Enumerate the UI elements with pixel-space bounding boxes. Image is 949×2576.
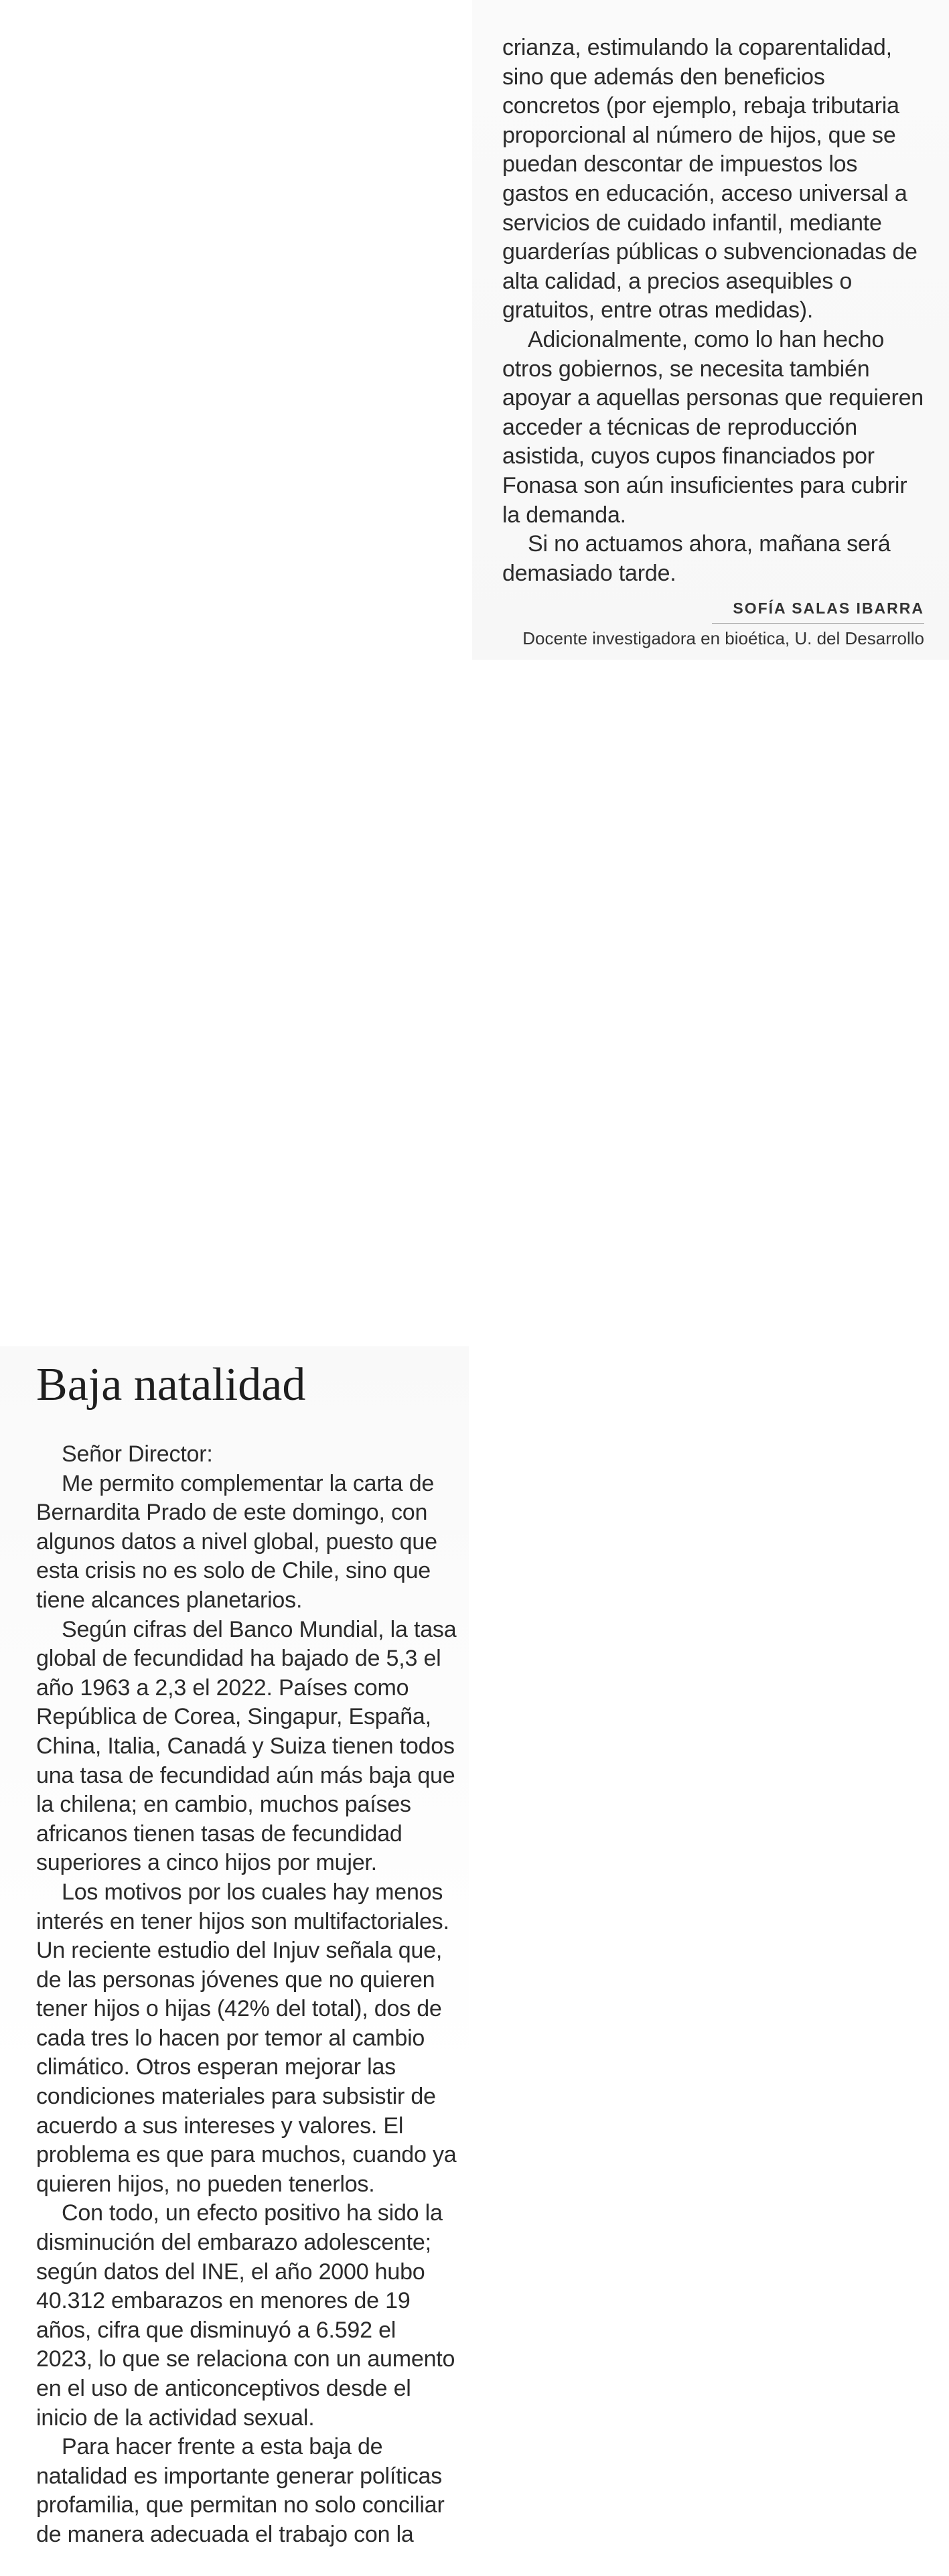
letter-paragraph: Según cifras del Banco Mundial, la tasa global de fecundidad ha bajado de 5,3 el año 1963 a 2,3 el 2022. Países como República de Corea, Singapur, España, China, Italia, Canadá y Suiza tienen todos una tasa de fecundidad aún más baja que la chilena; en cambio, muchos países africanos tienen tasas de fecundidad superiores a cinco hijos por mujer.: [36, 1616, 457, 1876]
continuation-paragraph: Adicionalmente, como lo han hecho otros gobiernos, se necesita también apoyar a aquellas personas que requieren acceder a técnicas de reproducción asistida, cuyos cupos financiados por Fonasa son aún insuficientes para cubrir la demanda.: [502, 326, 924, 528]
author-affiliation: Docente investigadora en bioética, U. del Desarrollo: [522, 628, 924, 648]
letter-paragraph: Me permito complementar la carta de Bernardita Prado de este domingo, con algunos datos a nivel global, puesto que esta crisis no es solo de Chile, sino que tiene alcances planetarios.: [36, 1470, 437, 1613]
continuation-text: [502, 33, 924, 588]
author-signature: SOFÍA SALAS IBARRA: [733, 599, 924, 617]
letter-body: [36, 1440, 458, 2550]
letter-paragraph: Para hacer frente a esta baja de natalidad es importante generar políticas profamilia, que permitan no solo conciliar de manera adecuada el trabajo con la: [36, 2434, 445, 2547]
letter-paragraph: Los motivos por los cuales hay menos interés en tener hijos son multifactoriales. Un reciente estudio del Injuv señala que, de las personas jóvenes que no quieren tener hijos o hijas (42% del total), dos de cada tres lo hacen por temor al cambio climático. Otros esperan mejorar las condiciones materiales para subsistir de acuerdo a sus intereses y valores. El problema es que para muchos, cuando ya quieren hijos, no pueden tenerlos.: [36, 1879, 457, 2197]
continuation-paragraph: Si no actuamos ahora, mañana será demasiado tarde.: [502, 531, 891, 586]
continuation-paragraph: crianza, estimulando la coparentalidad, sino que además den beneficios concretos (por ejemplo, rebaja tributaria proporcional al número de hijos, que se puedan descontar de impuestos los gastos en educación, acceso universal a servicios de cuidado infantil, mediante guarderías públicas o subvencionadas de alta calidad, a precios asequibles o gratuitos, entre otras medidas).: [502, 35, 918, 324]
letter-salutation: Señor Director:: [62, 1441, 213, 1467]
letter-headline: Baja natalidad: [36, 1359, 306, 1411]
signature-divider: [712, 623, 924, 624]
letter-paragraph: Con todo, un efecto positivo ha sido la disminución del embarazo adolescente; según datos del INE, el año 2000 hubo 40.312 embarazos en menores de 19 años, cifra que disminuyó a 6.592 el 2023, lo que se relaciona con un aumento en el uso de anticonceptivos desde el inicio de la actividad sexual.: [36, 2200, 455, 2431]
